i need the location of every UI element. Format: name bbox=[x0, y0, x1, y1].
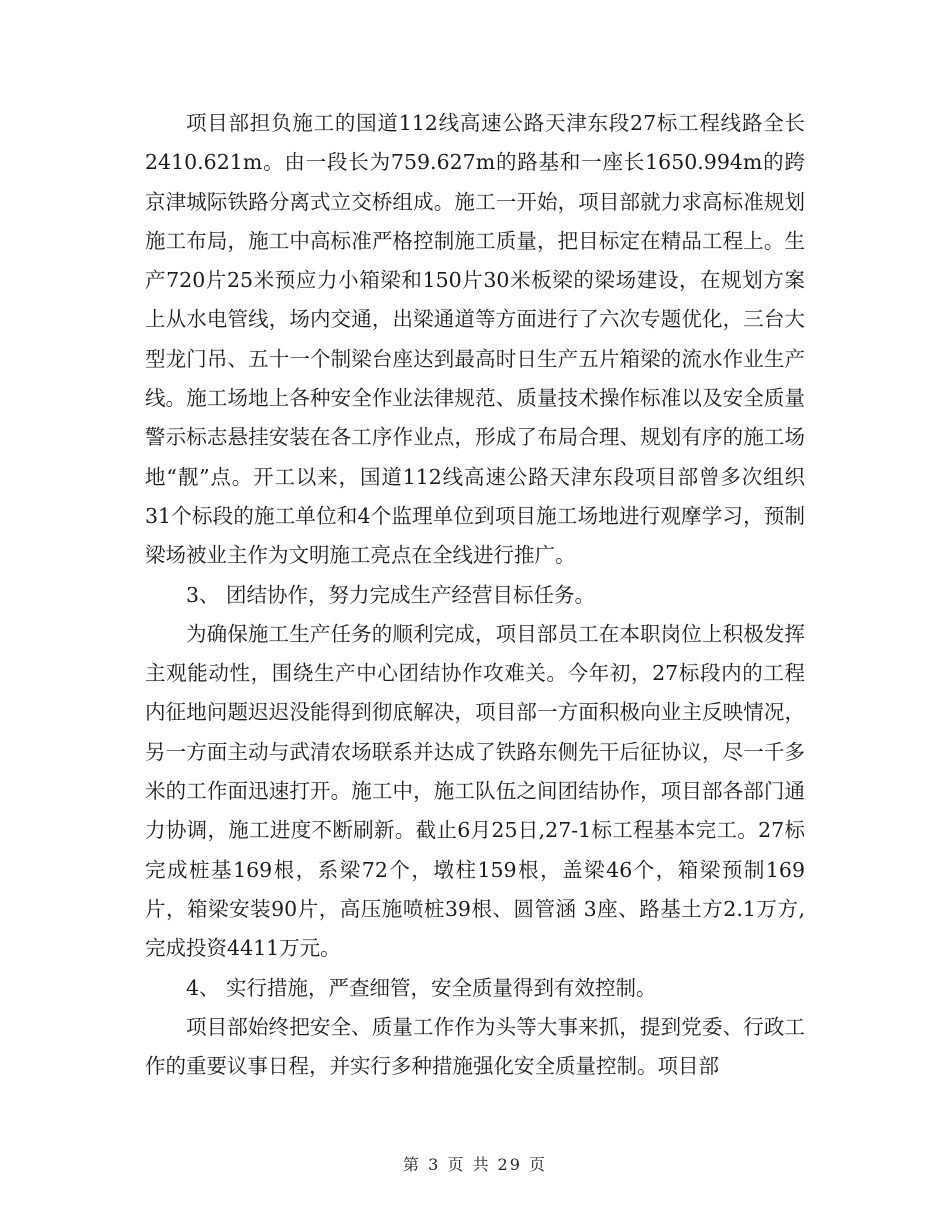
section-heading-4: 4、 实行措施，严查细管，安全质量得到有效控制。 bbox=[186, 975, 657, 1000]
paragraph-teamwork: 为确保施工生产任务的顺利完成，项目部员工在本职岗位上积极发挥主观能动性，围绕生产中心团结协作攻难关。今年初，27标段内的工程内征地问题迟迟没能得到彻底解决，项目部一方面积极向业主反映情况，另一方面主动与武清农场联系并达成了铁路东侧先干后征协议，尽一千多米的工作面迅速打开。施工中，施工队伍之间团结协作，项目部各部门通力协调，施工进度不断刷新。截止6月25日,27-1标工程基本完工。27标完成桩基169根，系梁72个，墩柱159根，盖梁46个，箱梁预制169片，箱梁安装90片，高压施喷桩39根、圆管涵 3座、路基土方2.1万方,完成投资4411万元。 bbox=[145, 621, 805, 961]
section-heading-3: 3、 团结协作，努力完成生产经营目标任务。 bbox=[186, 582, 596, 607]
document-body bbox=[145, 104, 805, 1086]
paragraph-project-overview: 项目部担负施工的国道112线高速公路天津东段27标工程线路全长2410.621m。由一段长为759.627m的路基和一座长1650.994m的跨京津城际铁路分离式立交桥组成。施工一开始，项目部就力求高标准规划施工布局，施工中高标准严格控制施工质量，把目标定在精品工程上。生产720片25米预应力小箱梁和150片30米板梁的梁场建设，在规划方案上从水电管线，场内交通，出梁通道等方面进行了六次专题优化，三台大型龙门吊、五十一个制梁台座达到最高时日生产五片箱梁的流水作业生产线。施工场地上各种安全作业法律规范、质量技术操作标准以及安全质量警示标志悬挂安装在各工序作业点，形成了布局合理、规划有序的施工场地“靓”点。开工以来，国道112线高速公路天津东段项目部曾多次组织31个标段的施工单位和4个监理单位到项目施工场地进行观摩学习，预制梁场被业主作为文明施工亮点在全线进行推广。 bbox=[145, 111, 805, 568]
page-footer: 第 3 页 共 29 页 bbox=[403, 1155, 547, 1174]
paragraph-safety-quality: 项目部始终把安全、质量工作作为头等大事来抓，提到党委、行政工作的重要议事日程，并实行多种措施强化安全质量控制。项目部 bbox=[145, 1014, 805, 1079]
